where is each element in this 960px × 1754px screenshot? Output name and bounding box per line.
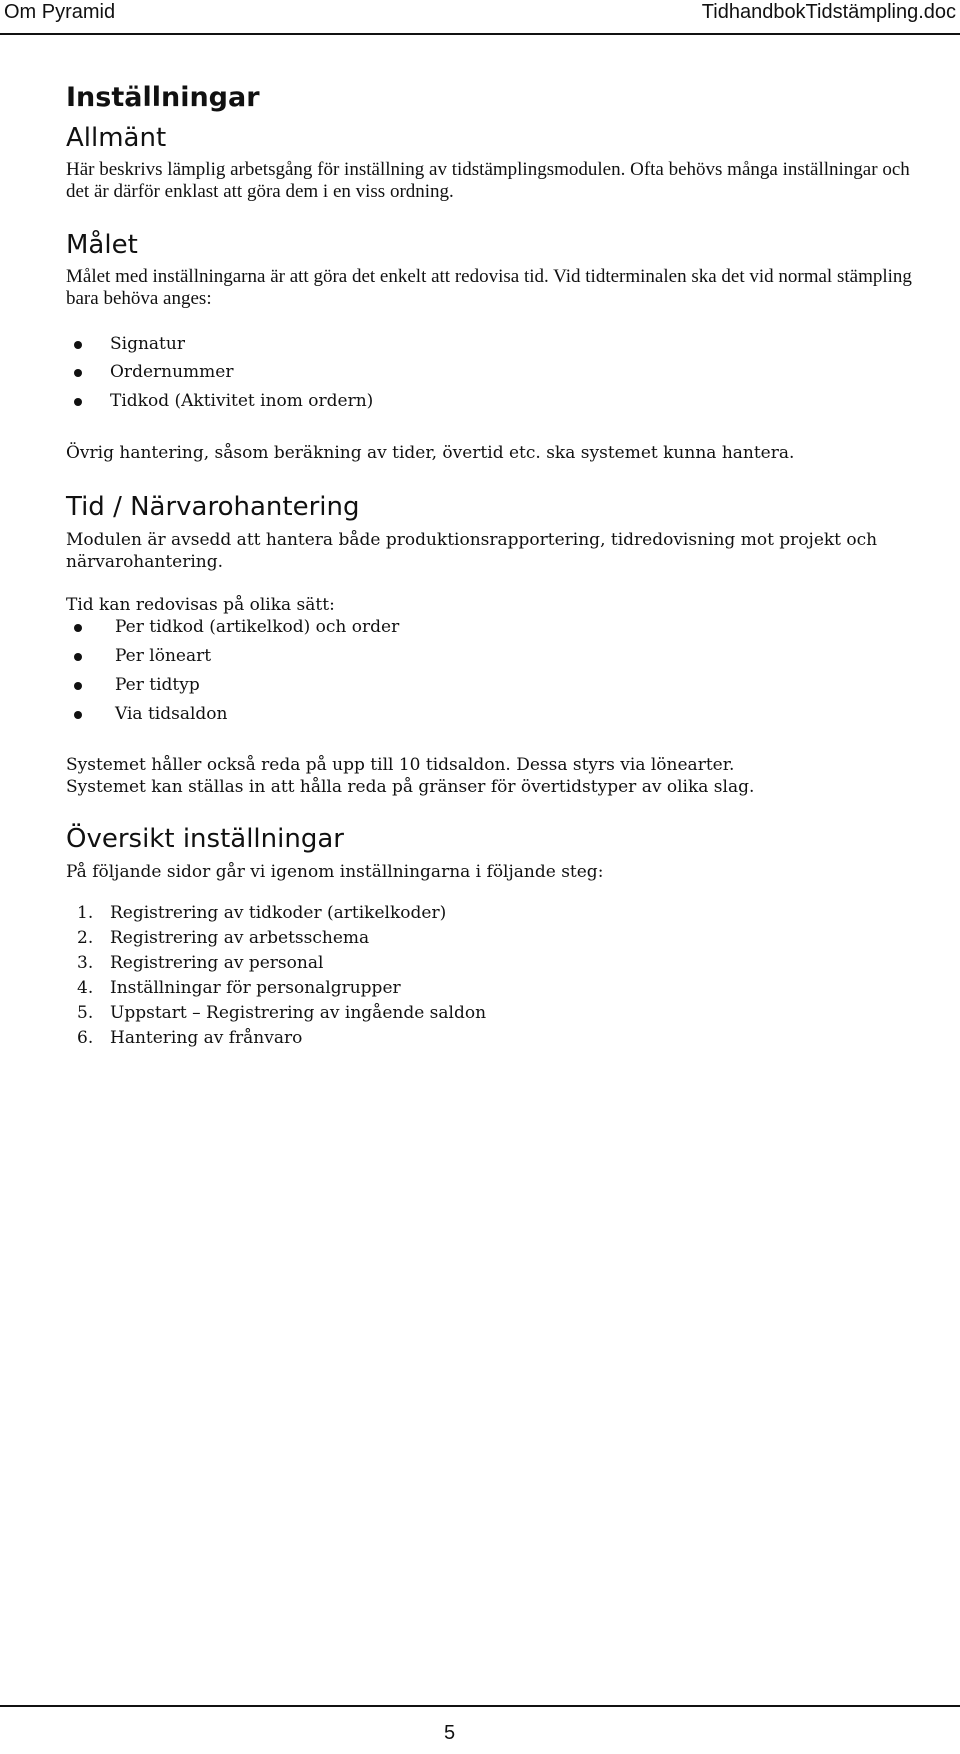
header-right: TidhandbokTidstämpling.doc — [701, 1, 956, 23]
bullet-icon — [74, 341, 82, 349]
list-item: Per tidtyp — [115, 675, 200, 695]
bullet-icon — [74, 369, 82, 377]
heading-malet: Målet — [66, 230, 138, 260]
step-label: Inställningar för personalgrupper — [110, 978, 401, 998]
step-label: Registrering av personal — [110, 953, 324, 973]
step-label: Uppstart – Registrering av ingående saldon — [110, 1003, 487, 1023]
paragraph-oversikt: På följande sidor går vi igenom inställningarna i följande steg: — [66, 862, 604, 882]
step-number: 6. — [77, 1028, 94, 1048]
page-number: 5 — [444, 1722, 456, 1744]
bullet-icon — [74, 398, 82, 406]
step-label: Registrering av arbetsschema — [110, 928, 370, 948]
footer-rule — [0, 1705, 960, 1707]
list-item: Per tidkod (artikelkod) och order — [115, 617, 400, 637]
list-item: Via tidsaldon — [115, 704, 228, 724]
list-item: Ordernummer — [110, 362, 234, 382]
bullet-icon — [74, 682, 82, 690]
paragraph-tid-intro: Tid kan redovisas på olika sätt: — [66, 595, 335, 615]
step-number: 1. — [77, 903, 94, 923]
step-label: Registrering av tidkoder (artikelkoder) — [110, 903, 447, 923]
step-number: 3. — [77, 953, 94, 973]
heading-tid: Tid / Närvarohantering — [66, 492, 360, 522]
header-rule — [0, 33, 960, 35]
list-item: Signatur — [110, 334, 185, 354]
step-label: Hantering av frånvaro — [110, 1028, 303, 1048]
step-number: 4. — [77, 978, 94, 998]
page-title: Inställningar — [66, 82, 260, 113]
paragraph-tid: Modulen är avsedd att hantera både produktionsrapportering, tidredovisning mot projekt och närvarohantering. — [66, 530, 878, 572]
bullet-icon — [74, 624, 82, 632]
paragraph-tid-after-2: Systemet kan ställas in att hålla reda på gränser för övertidstyper av olika slag. — [66, 777, 755, 797]
heading-allmant: Allmänt — [66, 123, 167, 153]
paragraph-allmant: Här beskrivs lämplig arbetsgång för inställning av tidstämplingsmodulen. Ofta behövs många inställningar och det är därför enklast att göra dem i en viss ordning. — [66, 159, 910, 202]
paragraph-tid-after-1: Systemet håller också reda på upp till 10 tidsaldon. Dessa styrs via lönearter. — [66, 755, 735, 775]
list-item: Tidkod (Aktivitet inom ordern) — [110, 391, 374, 411]
bullet-icon — [74, 711, 82, 719]
bullet-icon — [74, 653, 82, 661]
header-left: Om Pyramid — [4, 1, 116, 23]
list-item: Per löneart — [115, 646, 212, 666]
paragraph-malet-after: Övrig hantering, såsom beräkning av tider, övertid etc. ska systemet kunna hantera. — [66, 443, 795, 463]
step-number: 5. — [77, 1003, 94, 1023]
step-number: 2. — [77, 928, 94, 948]
heading-oversikt: Översikt inställningar — [66, 824, 344, 854]
paragraph-malet: Målet med inställningarna är att göra det enkelt att redovisa tid. Vid tidterminalen ska det vid normal stämpling bara behöva anges: — [66, 266, 912, 309]
